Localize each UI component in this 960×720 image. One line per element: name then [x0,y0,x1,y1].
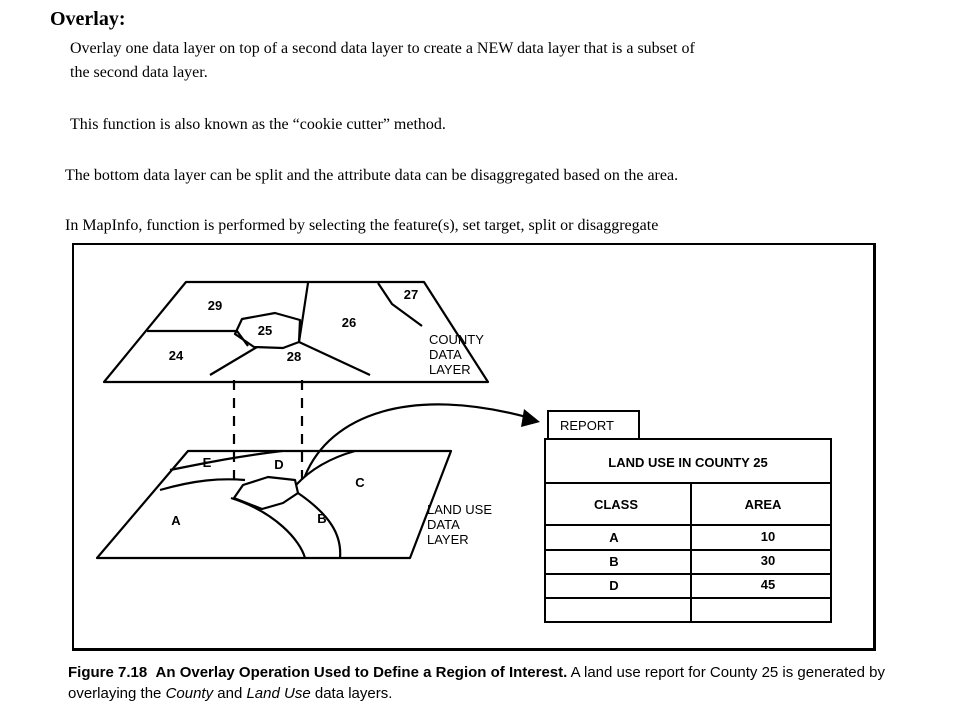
caption-land-use: Land Use [246,685,311,702]
paragraph-cookie-cutter: This function is also known as the “cookie cutter” method. [70,116,446,133]
caption-figure-number: Figure 7.18 [68,664,148,681]
county-label-29: 29 [207,298,223,313]
caption-title: An Overlay Operation Used to Define a Region of Interest. [155,664,568,681]
landuse-label-a: A [171,513,181,528]
county-boundary [147,331,248,346]
report-cell-class: A [609,530,619,545]
report-cell-class: B [609,554,619,569]
caption-text: data layers. [310,685,393,702]
paragraph-split: The bottom data layer can be split and the attribute data can be disaggregated based on the area. [65,167,679,184]
report-title: LAND USE IN COUNTY 25 [608,455,768,470]
county-label-25: 25 [257,323,273,338]
paragraph-mapinfo: In MapInfo, function is performed by selecting the feature(s), set target, split or disaggregate [65,217,659,234]
county-layer-title-line: COUNTY [429,332,484,347]
report-col-area: AREA [744,497,782,512]
county-layer-title-line: DATA [429,347,462,362]
caption-text: A land use report for County 25 is generated by overlaying the [68,664,885,702]
paragraph-line: the second data layer. [70,64,208,81]
report-cell-class: D [609,578,619,593]
county-layer-title-line: LAYER [429,362,471,377]
landuse-label-c: C [355,475,365,490]
report-tab-label: REPORT [560,418,614,433]
slide-title: Overlay: [50,8,126,30]
report-cell-area: 45 [760,577,776,592]
landuse-layer-title-line: DATA [427,517,460,532]
caption-text: and [213,685,247,702]
landuse-layer-title-line: LAYER [427,532,469,547]
report-arrow [305,404,530,476]
arrow-head-icon [521,409,540,427]
report-cell-area: 30 [760,553,776,568]
figure-caption [68,662,888,704]
county-label-28: 28 [286,349,302,364]
report-col-class: CLASS [593,497,639,512]
report-cell-area: 10 [760,529,776,544]
county-label-27: 27 [403,287,419,302]
caption-county: County [165,685,214,702]
landuse-label-b: B [317,511,327,526]
paragraph-line: Overlay one data layer on top of a second data layer to create a NEW data layer that is a subset of [70,40,695,57]
landuse-layer-title-line: LAND USE [427,502,493,517]
landuse-boundary [160,479,245,490]
county-boundary [210,347,257,375]
county-label-26: 26 [341,315,357,330]
landuse-label-d: D [274,457,284,472]
landuse-label-e: E [202,455,212,470]
county-boundary [299,342,370,375]
landuse-boundary [296,451,355,485]
county-label-24: 24 [168,348,184,363]
landuse-cutout-25 [234,477,298,509]
